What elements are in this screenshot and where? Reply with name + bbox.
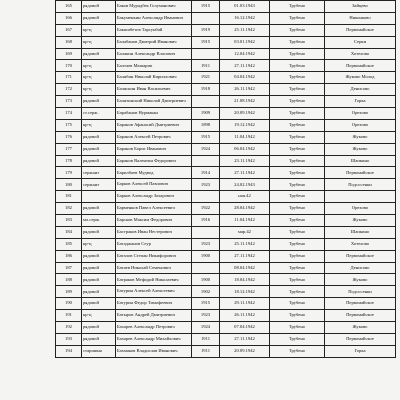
table-row <box>56 155 396 167</box>
village-cell: Шапкино <box>325 155 396 167</box>
burial-place-cell: Трубено <box>270 250 325 262</box>
burial-place-cell: Трубено <box>270 48 325 60</box>
death-date-cell: 28.04.1942 <box>220 203 270 215</box>
death-date-cell: 29.11.1942 <box>220 298 270 310</box>
rank-cell: рядовой <box>82 298 116 310</box>
name-cell: Балятинский Николай Дмитриевич <box>116 96 192 108</box>
burial-place-cell: Трубено <box>270 96 325 108</box>
table-row <box>56 250 396 262</box>
birth-year-cell: 1915 <box>192 131 220 143</box>
table-row <box>56 215 396 227</box>
rank-cell: сержант <box>82 167 116 179</box>
name-cell: Батаджанов Сеур <box>116 238 192 250</box>
village-cell: Орехово <box>325 119 396 131</box>
table-row <box>56 345 396 357</box>
death-date-cell: 27.11.1942 <box>220 333 270 345</box>
row-number: 175 <box>56 119 82 131</box>
name-cell: Баранов Афанасий Дмитриевич <box>116 119 192 131</box>
rank-cell: сержант <box>82 179 116 191</box>
name-cell: Бахарев Александр Петрович <box>116 322 192 334</box>
birth-year-cell: 1909 <box>192 108 220 120</box>
burial-list-table <box>55 0 396 358</box>
burial-place-cell: Трубено <box>270 179 325 191</box>
death-date-cell: 19.12.1942 <box>220 119 270 131</box>
rank-cell <box>82 191 116 203</box>
burial-place-cell: Трубено <box>270 12 325 24</box>
burial-place-cell: Трубено <box>270 108 325 120</box>
rank-cell: старшина <box>82 345 116 357</box>
rank-cell: кр-ц <box>82 84 116 96</box>
village-cell: Жуково <box>325 143 396 155</box>
village-cell: Жуково <box>325 322 396 334</box>
table-row <box>56 48 396 60</box>
name-cell: Баранов Борис Иванович <box>116 143 192 155</box>
birth-year-cell: 1898 <box>192 119 220 131</box>
table-row <box>56 203 396 215</box>
death-date-cell: 18.04.1942 <box>220 274 270 286</box>
rank-cell: рядовой <box>82 333 116 345</box>
rank-cell: кр-ц <box>82 119 116 131</box>
row-number: 191 <box>56 310 82 322</box>
row-number: 165 <box>56 1 82 13</box>
birth-year-cell: 1921 <box>192 72 220 84</box>
row-number: 179 <box>56 167 82 179</box>
village-cell: Зайцево <box>325 1 396 13</box>
birth-year-cell: 1919 <box>192 24 220 36</box>
rank-cell: кр-ц <box>82 36 116 48</box>
rank-cell: рядовой <box>82 12 116 24</box>
row-number: 194 <box>56 345 82 357</box>
birth-year-cell: 1918 <box>192 84 220 96</box>
table-row <box>56 310 396 322</box>
row-number: 188 <box>56 274 82 286</box>
name-cell: Балтаев Машарип <box>116 60 192 72</box>
burial-place-cell: Трубено <box>270 119 325 131</box>
rank-cell: рядовой <box>82 155 116 167</box>
birth-year-cell: 1923 <box>192 310 220 322</box>
birth-year-cell: 1915 <box>192 1 220 13</box>
name-cell: Барков Александр Захарович <box>116 191 192 203</box>
table-row <box>56 12 396 24</box>
village-cell: Жуково <box>325 131 396 143</box>
birth-year-cell: 1916 <box>192 215 220 227</box>
rank-cell: рядовой <box>82 322 116 334</box>
row-number: 185 <box>56 238 82 250</box>
village-cell: Первомайское <box>325 60 396 72</box>
name-cell: Бакшибетов Тарсунбай <box>116 24 192 36</box>
burial-place-cell: Трубено <box>270 24 325 36</box>
table-row <box>56 96 396 108</box>
table-row <box>56 167 396 179</box>
name-cell: Бахарев Александр Михайлович <box>116 333 192 345</box>
village-cell: Первомайское <box>325 298 396 310</box>
burial-place-cell: Трубено <box>270 345 325 357</box>
row-number: 171 <box>56 72 82 84</box>
rank-cell: рядовой <box>82 96 116 108</box>
row-number: 184 <box>56 226 82 238</box>
row-number: 190 <box>56 298 82 310</box>
burial-place-cell: Трубено <box>270 72 325 84</box>
name-cell: Баранов Алексей Петрович <box>116 131 192 143</box>
table-row <box>56 72 396 84</box>
row-number: 177 <box>56 143 82 155</box>
death-date-cell: 21.08.1942 <box>220 96 270 108</box>
row-number: 174 <box>56 108 82 120</box>
name-cell: Баляскин Иван Васильевич <box>116 84 192 96</box>
death-date-cell: 27.11.1942 <box>220 60 270 72</box>
rank-cell: рядовой <box>82 1 116 13</box>
death-date-cell: 25.11.1942 <box>220 238 270 250</box>
rank-cell: ст.серж. <box>82 108 116 120</box>
name-cell: Баков Мурадбек Голуманович <box>116 1 192 13</box>
rank-cell: рядовой <box>82 143 116 155</box>
death-date-cell: 26.11.1942 <box>220 310 270 322</box>
table-row <box>56 24 396 36</box>
table-row <box>56 179 396 191</box>
burial-place-cell: Трубено <box>270 84 325 96</box>
death-date-cell: 27.11.1942 <box>220 250 270 262</box>
name-cell: Барков Алексей Павлович <box>116 179 192 191</box>
table-row <box>56 36 396 48</box>
table-row <box>56 1 396 13</box>
birth-year-cell: 1923 <box>192 179 220 191</box>
death-date-cell: 20.09.1942 <box>220 108 270 120</box>
rank-cell: рядовой <box>82 203 116 215</box>
burial-place-cell: Трубено <box>270 322 325 334</box>
table-row <box>56 262 396 274</box>
row-number: 187 <box>56 262 82 274</box>
rank-cell: рядовой <box>82 250 116 262</box>
name-cell: Барилбаев Мудвод <box>116 167 192 179</box>
village-cell: Серки <box>325 36 396 48</box>
death-date-cell: 11.04.1942 <box>220 131 270 143</box>
village-cell: Жуково <box>325 215 396 227</box>
burial-place-cell: Трубено <box>270 191 325 203</box>
name-cell: Батурин Алексей Алексеевич <box>116 286 192 298</box>
name-cell: Бакуменкин Александр Иванович <box>116 12 192 24</box>
burial-place-cell: Трубено <box>270 262 325 274</box>
birth-year-cell: 1911 <box>192 60 220 72</box>
name-cell: Батраков Мефодий Николаевич <box>116 274 192 286</box>
death-date-cell: 08.04.1942 <box>220 262 270 274</box>
village-cell: Никонково <box>325 12 396 24</box>
death-date-cell: 18.12.1942 <box>220 286 270 298</box>
death-date-cell: 26.11.1942 <box>220 84 270 96</box>
name-cell: Барабанов Нурмакан <box>116 108 192 120</box>
burial-place-cell: Трубено <box>270 226 325 238</box>
row-number: 181 <box>56 191 82 203</box>
row-number: 189 <box>56 286 82 298</box>
village-cell: Денисово <box>325 262 396 274</box>
burial-place-cell: Трубено <box>270 36 325 48</box>
row-number: 192 <box>56 322 82 334</box>
table-body <box>56 1 396 358</box>
village-cell: Денисово <box>325 84 396 96</box>
death-date-cell: 24.02.1943 <box>220 179 270 191</box>
name-cell: Бахмаков Владислав Иванович <box>116 345 192 357</box>
village-cell: Орехово <box>325 203 396 215</box>
row-number: 173 <box>56 96 82 108</box>
village-cell: Первомайское <box>325 310 396 322</box>
village-cell: Первомайское <box>325 167 396 179</box>
burial-place-cell: Трубено <box>270 167 325 179</box>
rank-cell: рядовой <box>82 226 116 238</box>
table-row <box>56 119 396 131</box>
birth-year-cell: 1922 <box>192 203 220 215</box>
death-date-cell: 11.04.1942 <box>220 215 270 227</box>
row-number: 193 <box>56 333 82 345</box>
death-date-cell: 27.11.1942 <box>220 167 270 179</box>
death-date-cell: 01.03.1943 <box>220 1 270 13</box>
village-cell: Подсосенки <box>325 286 396 298</box>
burial-place-cell: Трубено <box>270 143 325 155</box>
burial-place-cell: Трубено <box>270 203 325 215</box>
name-cell: Балакин Александр Власович <box>116 48 192 60</box>
name-cell: Барсков Максим Федорович <box>116 215 192 227</box>
village-cell: Подсосенки <box>325 179 396 191</box>
row-number: 178 <box>56 155 82 167</box>
village-cell: Первомайское <box>325 333 396 345</box>
table-row <box>56 84 396 96</box>
table-row <box>56 226 396 238</box>
rank-cell: рядовой <box>82 262 116 274</box>
birth-year-cell: 1915 <box>192 36 220 48</box>
row-number: 182 <box>56 203 82 215</box>
name-cell: Барменков Павел Алексеевич <box>116 203 192 215</box>
rank-cell: кр-ц <box>82 24 116 36</box>
birth-year-cell: 1900 <box>192 274 220 286</box>
rank-cell: кр-ц <box>82 60 116 72</box>
rank-cell: кр-ц <box>82 238 116 250</box>
name-cell: Батыров Андрей Дмитриевич <box>116 310 192 322</box>
death-date-cell: 03.01.1942 <box>220 36 270 48</box>
rank-cell: рядовой <box>82 274 116 286</box>
burial-place-cell: Трубено <box>270 215 325 227</box>
table-row <box>56 143 396 155</box>
birth-year-cell: 1914 <box>192 167 220 179</box>
name-cell: Балабанов Дмитрий Иванович <box>116 36 192 48</box>
table-row <box>56 298 396 310</box>
birth-year-cell: 1900 <box>192 250 220 262</box>
death-date-cell: 04.04.1942 <box>220 72 270 84</box>
burial-place-cell: Трубено <box>270 131 325 143</box>
burial-place-cell: Трубено <box>270 1 325 13</box>
name-cell: Баранов Валентин Федорович <box>116 155 192 167</box>
table-row <box>56 274 396 286</box>
burial-place-cell: Трубено <box>270 274 325 286</box>
burial-place-cell: Трубено <box>270 310 325 322</box>
row-number: 167 <box>56 24 82 36</box>
birth-year-cell <box>192 155 220 167</box>
burial-place-cell: Трубено <box>270 155 325 167</box>
village-cell <box>325 191 396 203</box>
death-date-cell: 06.04.1942 <box>220 143 270 155</box>
table-row <box>56 238 396 250</box>
birth-year-cell: 1902 <box>192 286 220 298</box>
birth-year-cell: 1911 <box>192 345 220 357</box>
table-row <box>56 131 396 143</box>
birth-year-cell <box>192 226 220 238</box>
rank-cell: рядовой <box>82 131 116 143</box>
birth-year-cell: 1924 <box>192 322 220 334</box>
burial-place-cell: Трубено <box>270 298 325 310</box>
rank-cell: мл.серж. <box>82 215 116 227</box>
table-row <box>56 60 396 72</box>
village-cell: Орехово <box>325 108 396 120</box>
name-cell: Батаев Николай Семенович <box>116 262 192 274</box>
row-number: 170 <box>56 60 82 72</box>
death-date-cell: 07.04.1942 <box>220 322 270 334</box>
row-number: 186 <box>56 250 82 262</box>
village-cell: Хотелово <box>325 48 396 60</box>
birth-year-cell: 1923 <box>192 238 220 250</box>
birth-year-cell <box>192 191 220 203</box>
row-number: 183 <box>56 215 82 227</box>
row-number: 169 <box>56 48 82 60</box>
death-date-cell: ноя.42 <box>220 191 270 203</box>
birth-year-cell <box>192 48 220 60</box>
name-cell: Баталов Степан Никифорович <box>116 250 192 262</box>
table-row <box>56 191 396 203</box>
village-cell: Жуково <box>325 274 396 286</box>
village-cell: Горка <box>325 96 396 108</box>
name-cell: Бастраков Иван Нестерович <box>116 226 192 238</box>
rank-cell: рядовой <box>82 48 116 60</box>
burial-place-cell: Трубено <box>270 286 325 298</box>
rank-cell: рядовой <box>82 286 116 298</box>
table-row <box>56 333 396 345</box>
death-date-cell: 20.09.1942 <box>220 345 270 357</box>
row-number: 166 <box>56 12 82 24</box>
name-cell: Батурин Федор Тимофеевич <box>116 298 192 310</box>
village-cell: Шапкино <box>325 226 396 238</box>
death-date-cell: 23.11.1942 <box>220 155 270 167</box>
birth-year-cell <box>192 262 220 274</box>
birth-year-cell <box>192 96 220 108</box>
village-cell: Жуково Молод <box>325 72 396 84</box>
row-number: 180 <box>56 179 82 191</box>
name-cell: Балябин Николай Кириллович <box>116 72 192 84</box>
village-cell: Хотелово <box>325 238 396 250</box>
birth-year-cell <box>192 12 220 24</box>
burial-place-cell: Трубено <box>270 333 325 345</box>
birth-year-cell: 1924 <box>192 143 220 155</box>
row-number: 168 <box>56 36 82 48</box>
rank-cell: кр-ц <box>82 72 116 84</box>
rank-cell: кр-ц <box>82 310 116 322</box>
death-date-cell: 12.04.1942 <box>220 48 270 60</box>
row-number: 172 <box>56 84 82 96</box>
death-date-cell: 16.12.1942 <box>220 12 270 24</box>
table-row <box>56 286 396 298</box>
burial-place-cell: Трубено <box>270 60 325 72</box>
birth-year-cell: 1911 <box>192 333 220 345</box>
row-number: 176 <box>56 131 82 143</box>
village-cell: Первомайское <box>325 250 396 262</box>
burial-place-cell: Трубено <box>270 238 325 250</box>
village-cell: Первомайское <box>325 24 396 36</box>
table-row <box>56 108 396 120</box>
death-date-cell: мар.42 <box>220 226 270 238</box>
death-date-cell: 25.11.1942 <box>220 24 270 36</box>
birth-year-cell: 1915 <box>192 298 220 310</box>
table-row <box>56 322 396 334</box>
village-cell: Горка <box>325 345 396 357</box>
